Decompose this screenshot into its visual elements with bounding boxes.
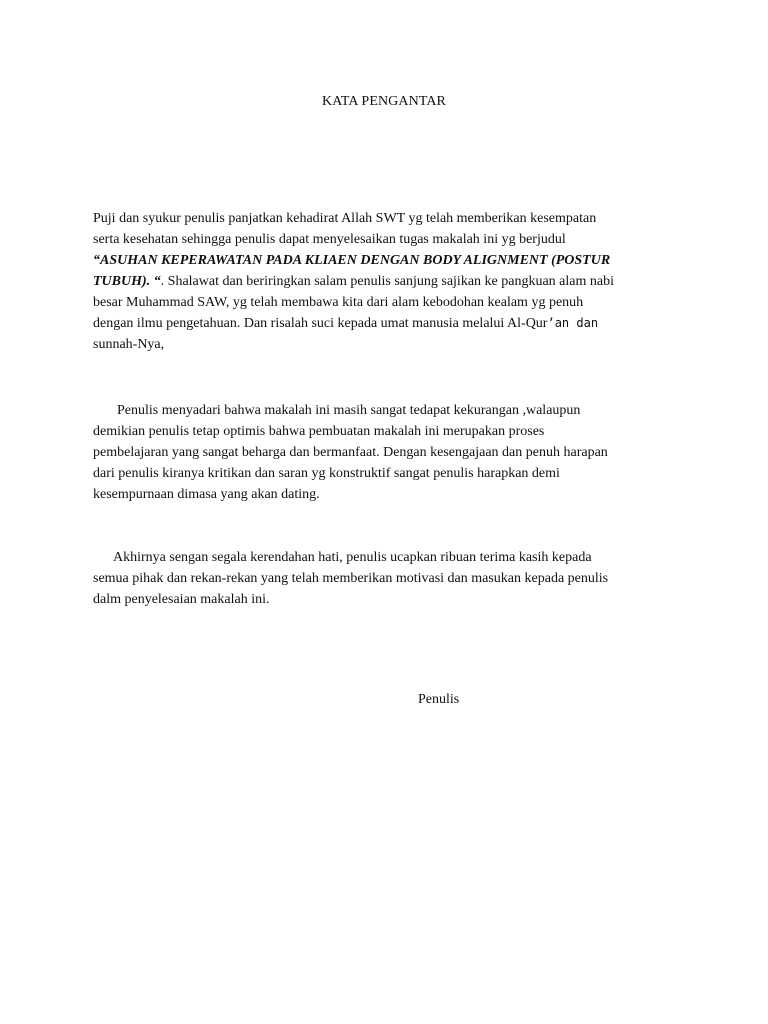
paragraph-line: kesempurnaan dimasa yang akan dating.: [93, 487, 320, 502]
paragraph-text-alt-font: ’an dan: [547, 316, 599, 330]
paragraph-line: Penulis menyadari bahwa makalah ini masih sangat tedapat kekurangan ,walaupun: [117, 403, 581, 418]
paragraph-line: Akhirnya sengan segala kerendahan hati, penulis ucapkan ribuan terima kasih kepada: [113, 550, 592, 565]
paragraph-line: semua pihak dan rekan-rekan yang telah memberikan motivasi dan masukan kepada penulis: [93, 571, 609, 586]
paragraph-line: [93, 271, 683, 292]
paragraph-line: serta kesehatan sehingga penulis dapat menyelesaikan tugas makalah ini yg berjudul: [93, 232, 566, 247]
signature-author: Penulis: [418, 692, 460, 707]
emphasized-text: TUBUH). “: [93, 274, 161, 289]
paragraph-line-emphasized: “ASUHAN KEPERAWATAN PADA KLIAEN DENGAN BODY ALIGNMENT (POSTUR: [93, 253, 611, 268]
paragraph-text: . Shalawat dan beriringkan salam penulis sanjung sajikan ke pangkuan alam nabi: [160, 274, 614, 289]
paragraph-opening: [93, 208, 683, 355]
paragraph-line: [93, 313, 683, 334]
paragraph-line: besar Muhammad SAW, yg telah membawa kita dari alam kebodohan kealam yg penuh: [93, 295, 584, 310]
paragraph-closing: [93, 547, 683, 610]
paragraph-line: dalm penyelesaian makalah ini.: [93, 592, 270, 607]
paragraph-line: Puji dan syukur penulis panjatkan kehadirat Allah SWT yg telah memberikan kesempatan: [93, 211, 597, 226]
document-title: KATA PENGANTAR: [322, 94, 446, 109]
paragraph-line: dari penulis kiranya kritikan dan saran yg konstruktif sangat penulis harapkan demi: [93, 466, 560, 481]
paragraph-line: sunnah-Nya,: [93, 337, 165, 352]
paragraph-reflection: [93, 400, 683, 505]
paragraph-line: demikian penulis tetap optimis bahwa pembuatan makalah ini merupakan proses: [93, 424, 545, 439]
paragraph-line: pembelajaran yang sangat beharga dan bermanfaat. Dengan kesengajaan dan penuh harapan: [93, 445, 608, 460]
paragraph-text: dengan ilmu pengetahuan. Dan risalah suci kepada umat manusia melalui Al-Qur: [93, 316, 548, 331]
